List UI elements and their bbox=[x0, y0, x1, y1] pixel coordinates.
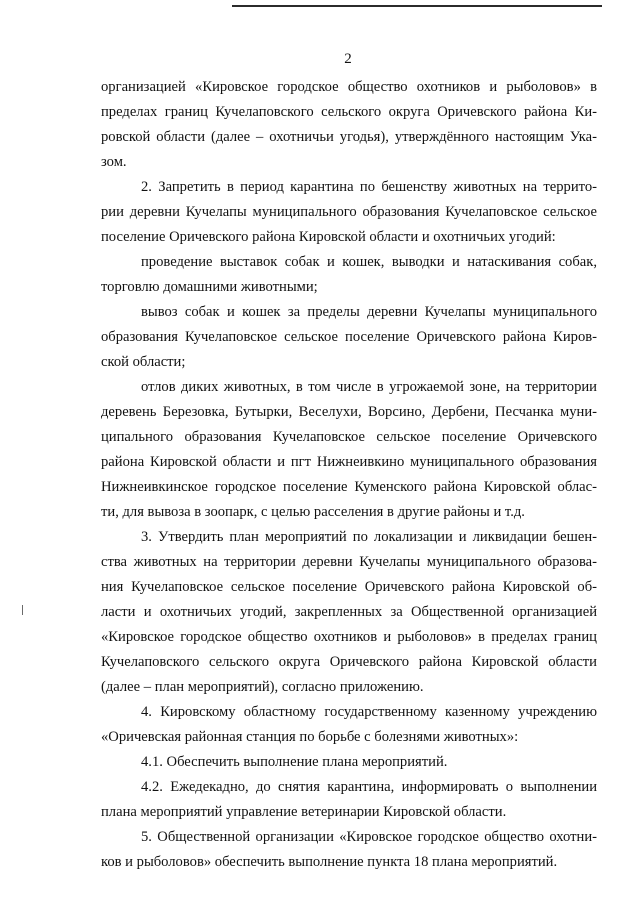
text-line: ти, для вывоза в зоопарк, с целью расселения в другие районы и т.д. bbox=[101, 504, 525, 520]
text-line: ства животных на территории деревни Кучелапы муниципального образова- bbox=[101, 554, 597, 570]
text-line: ласти и охотничьих угодий, закрепленных за Общественной организацией bbox=[101, 604, 597, 620]
page-number: 2 bbox=[344, 51, 352, 67]
text-line: образования Кучелаповское сельское поселение Оричевского района Киров- bbox=[101, 329, 597, 345]
text-line: отлов диких животных, в том числе в угрожаемой зоне, на территории bbox=[141, 379, 597, 395]
text-line: 3. Утвердить план мероприятий по локализации и ликвидации бешен- bbox=[141, 529, 597, 545]
text-line: вывоз собак и кошек за пределы деревни Кучелапы муниципального bbox=[141, 304, 597, 320]
text-line: ской области; bbox=[101, 354, 186, 370]
text-line: 2. Запретить в период карантина по бешенству животных на террито- bbox=[141, 179, 597, 195]
text-line: торговлю домашними животными; bbox=[101, 279, 318, 295]
text-line: ципального образования Кучелаповское сельское поселение Оричевского bbox=[101, 429, 597, 445]
text-line: (далее – план мероприятий), согласно приложению. bbox=[101, 679, 424, 695]
text-line: плана мероприятий управление ветеринарии Кировской области. bbox=[101, 804, 507, 820]
text-line: района Кировской области и пгт Нижнеивкино муниципального образования bbox=[101, 454, 597, 470]
text-line: рии деревни Кучелапы муниципального образования Кучелаповское сельское bbox=[101, 204, 597, 220]
text-line: поселение Оричевского района Кировской области и охотничьих угодий: bbox=[101, 229, 556, 245]
text-line: пределах границ Кучелаповского сельского округа Оричевского района Ки- bbox=[101, 104, 597, 120]
text-line: «Кировское городское общество охотников и рыболовов» в пределах границ bbox=[101, 629, 597, 645]
text-line: 4. Кировскому областному государственному казенному учреждению bbox=[141, 704, 597, 720]
text-line: Нижнеивкинское городское поселение Куменского района Кировской облас- bbox=[101, 479, 597, 495]
text-line: деревень Березовка, Бутырки, Веселухи, Ворсино, Дербени, Песчанка муни- bbox=[101, 404, 597, 420]
text-line: 5. Общественной организации «Кировское городское общество охотни- bbox=[141, 829, 597, 845]
text-line: ков и рыболовов» обеспечить выполнение пункта 18 плана мероприятий. bbox=[101, 854, 558, 870]
text-line: ния Кучелаповское сельское поселение Оричевского района Кировской об- bbox=[101, 579, 597, 595]
text-line: 4.1. Обеспечить выполнение плана мероприятий. bbox=[141, 754, 448, 770]
text-line: организацией «Кировское городское общество охотников и рыболовов» в bbox=[101, 79, 597, 95]
text-line: 4.2. Ежедекадно, до снятия карантина, информировать о выполнении bbox=[141, 779, 597, 795]
text-line: проведение выставок собак и кошек, выводки и натаскивания собак, bbox=[141, 254, 597, 270]
text-line: «Оричевская районная станция по борьбе с болезнями животных»: bbox=[101, 729, 519, 745]
text-line: Кучелаповского сельского округа Оричевского района Кировской области bbox=[101, 654, 597, 670]
text-line: зом. bbox=[101, 154, 127, 170]
header-rule bbox=[232, 5, 602, 7]
margin-mark bbox=[22, 605, 23, 615]
text-line: ровской области (далее – охотничьи угодья), утверждённого настоящим Ука- bbox=[101, 129, 597, 145]
